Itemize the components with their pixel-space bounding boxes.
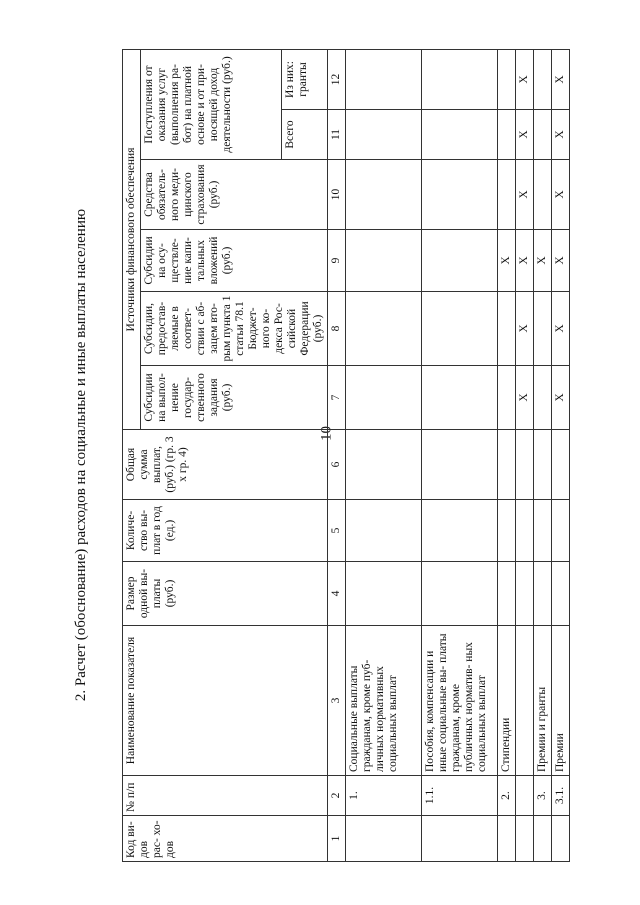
row-sub-kap [346, 230, 422, 292]
row-income-grants [346, 49, 422, 109]
row-oms [346, 160, 422, 230]
col-number: 12 [328, 49, 346, 109]
expenses-table [122, 49, 570, 862]
row-count [498, 500, 516, 562]
column-numbers-row [328, 49, 346, 861]
row-kod [422, 816, 498, 862]
row-kod [534, 816, 552, 862]
row-oms [422, 160, 498, 230]
row-total [498, 430, 516, 500]
header-sub-kap: Субсидии на осу- ществле- ние капи- тальных вложений (руб.) [141, 230, 328, 292]
header-sub-78: Субсидии, предостав- ляемые в соответ- ствии с аб- зацем вто- рым пункта 1 статьи 78.1 Бюджет- ного ко- декса Рос- сийской Федерации (руб.) [141, 292, 328, 366]
row-count [346, 500, 422, 562]
row-sub-gz [498, 366, 516, 430]
row-size [422, 562, 498, 626]
table-row [422, 49, 498, 861]
row-kod [346, 816, 422, 862]
row-income-grants [498, 49, 516, 109]
row-num: 1. [346, 776, 422, 816]
row-name: Социальные выплаты гражданам, кроме пуб- личных нормативных социальных выплат [346, 626, 422, 776]
row-name [516, 626, 534, 776]
row-sub-gz: X [552, 366, 570, 430]
row-size [534, 562, 552, 626]
row-income-grants [422, 49, 498, 109]
page-number: 10 [318, 426, 335, 441]
row-income-all: X [552, 110, 570, 160]
header-income: Поступления от оказания услуг (выполнения ра- бот) на платной основе и от при- носящей доход деятельности (руб.) [141, 49, 282, 159]
header-count: Количе- ство вы- плат в год (ед.) [123, 500, 328, 562]
row-income-all [422, 110, 498, 160]
row-sub-78: X [552, 292, 570, 366]
row-name: Премии [552, 626, 570, 776]
row-sub-78 [346, 292, 422, 366]
row-sub-78 [422, 292, 498, 366]
row-oms: X [552, 160, 570, 230]
row-income-all [498, 110, 516, 160]
row-sub-kap [422, 230, 498, 292]
row-size [498, 562, 516, 626]
table-row [552, 49, 570, 861]
header-sub-gz: Субсидии на выпол- нение государ- ственного задания (руб.) [141, 366, 328, 430]
col-number: 3 [328, 626, 346, 776]
table-row [534, 49, 552, 861]
row-total [422, 430, 498, 500]
row-income-grants [534, 49, 552, 109]
row-num [516, 776, 534, 816]
row-name: Премии и гранты [534, 626, 552, 776]
row-total [552, 430, 570, 500]
row-num: 1.1. [422, 776, 498, 816]
row-kod [516, 816, 534, 862]
row-num: 3.1. [552, 776, 570, 816]
col-number: 2 [328, 776, 346, 816]
row-count [552, 500, 570, 562]
row-sub-gz: X [516, 366, 534, 430]
col-number: 4 [328, 562, 346, 626]
col-number: 11 [328, 110, 346, 160]
row-income-all [534, 110, 552, 160]
row-income-all: X [516, 110, 534, 160]
row-kod [498, 816, 516, 862]
header-kod: Код ви- дов рас- хо- дов [123, 816, 328, 862]
row-sub-kap: X [516, 230, 534, 292]
row-count [516, 500, 534, 562]
header-income-grants: Из них: гранты [282, 49, 328, 109]
row-oms [498, 160, 516, 230]
col-number: 8 [328, 292, 346, 366]
row-size [552, 562, 570, 626]
row-name: Пособия, компенсации и иные социальные вы- платы гражданам, кроме публичных норматив- ных социальных выплат [422, 626, 498, 776]
header-size: Размер одной вы- платы (руб.) [123, 562, 328, 626]
row-income-grants: X [516, 49, 534, 109]
header-num: № п/п [123, 776, 328, 816]
header-oms: Средства обязатель- ного меди- цинского страхования (руб.) [141, 160, 328, 230]
rotated-document [70, 30, 590, 880]
table-row [346, 49, 422, 861]
header-sources: Источники финансового обеспечения [123, 49, 141, 429]
row-num: 2. [498, 776, 516, 816]
row-total [346, 430, 422, 500]
row-sub-gz [534, 366, 552, 430]
row-sub-kap: X [534, 230, 552, 292]
header-name: Наименование показателя [123, 626, 328, 776]
row-sub-78: X [516, 292, 534, 366]
row-oms [534, 160, 552, 230]
row-sub-78 [534, 292, 552, 366]
row-size [516, 562, 534, 626]
row-oms: X [516, 160, 534, 230]
row-sub-kap: X [552, 230, 570, 292]
col-number: 6 [328, 430, 346, 500]
row-count [534, 500, 552, 562]
row-count [422, 500, 498, 562]
row-income-grants: X [552, 49, 570, 109]
row-sub-gz [346, 366, 422, 430]
header-total: Общая сумма выплат, (руб.) (гр. 3 х гр. 4) [123, 430, 328, 500]
row-sub-gz [422, 366, 498, 430]
row-sub-kap: X [498, 230, 516, 292]
col-number: 10 [328, 160, 346, 230]
col-number: 1 [328, 816, 346, 862]
col-number: 5 [328, 500, 346, 562]
table-row [498, 49, 516, 861]
row-total [534, 430, 552, 500]
row-income-all [346, 110, 422, 160]
row-num: 3. [534, 776, 552, 816]
col-number: 9 [328, 230, 346, 292]
header-income-all: Всего [282, 110, 328, 160]
row-kod [552, 816, 570, 862]
col-number: 7 [328, 366, 346, 430]
document-title: 2. Расчет (обоснование) расходов на социальные и иные выплаты населению [73, 208, 89, 702]
row-name: Стипендии [498, 626, 516, 776]
table-row [516, 49, 534, 861]
row-total [516, 430, 534, 500]
row-sub-78 [498, 292, 516, 366]
row-size [346, 562, 422, 626]
